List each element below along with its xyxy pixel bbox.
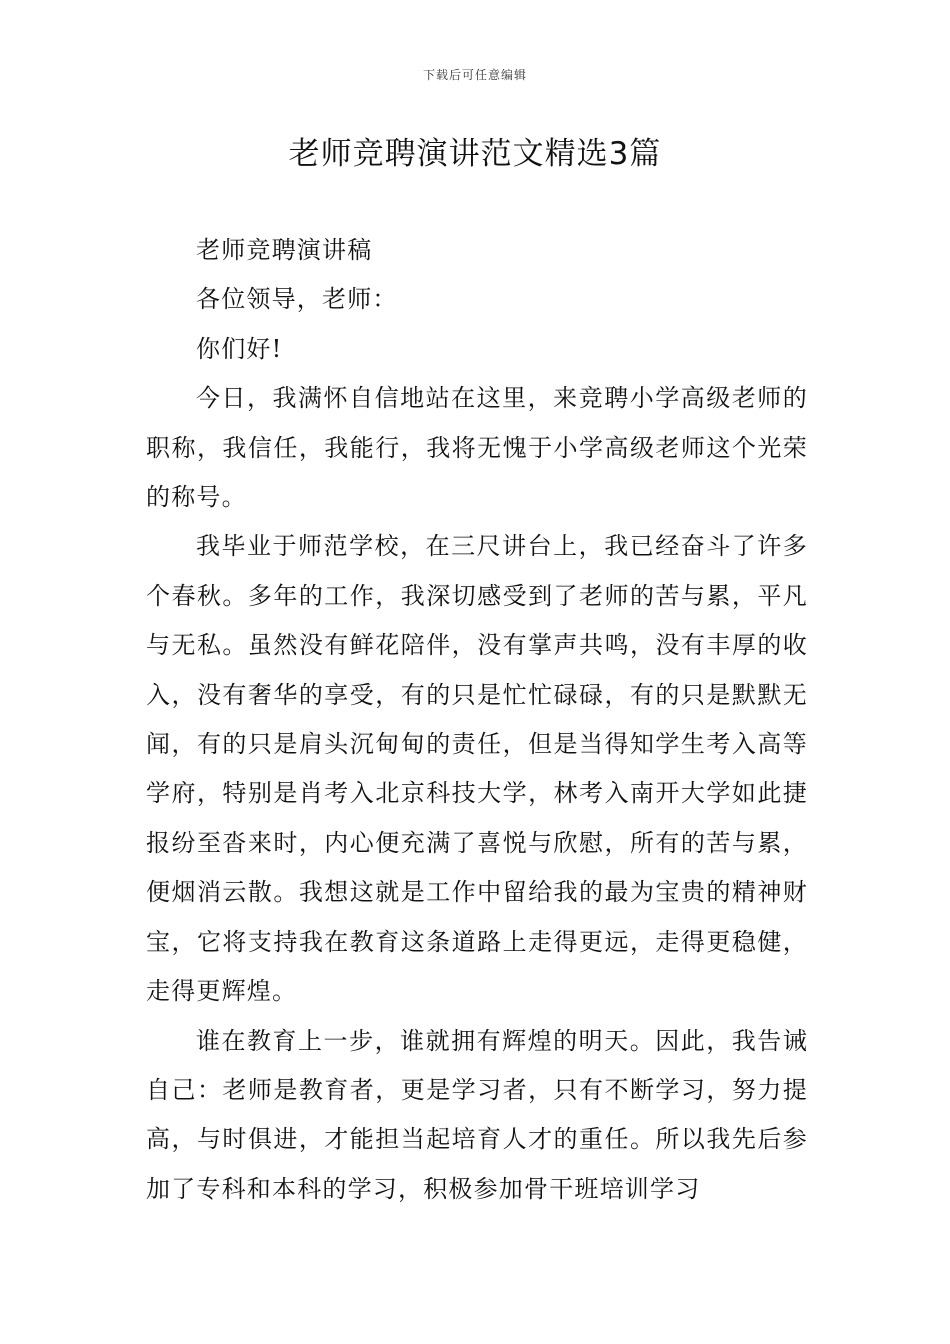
document-title: 老师竞聘演讲范文精选3篇	[288, 136, 662, 172]
header-note: 下载后可任意编辑	[422, 68, 527, 82]
paragraph: 各位领导，老师：	[196, 285, 398, 314]
paragraph: 今日，我满怀自信地站在这里，来竞聘小学高级老师的职称，我信任，我能行，我将无愧于小学高级老师这个光荣的称号。	[146, 384, 808, 512]
paragraph: 老师竞聘演讲稿	[196, 236, 373, 264]
paragraph: 你们好!	[196, 334, 283, 363]
paragraph: 谁在教育上一步，谁就拥有辉煌的明天。因此，我告诫自己：老师是教育者，更是学习者，只有不断学习，努力提高，与时俱进，才能担当起培育人才的重任。所以我先后参加了专科和本科的学习，积极参加骨干班培训学习	[146, 1026, 808, 1203]
paragraph: 我毕业于师范学校，在三尺讲台上，我已经奋斗了许多个春秋。多年的工作，我深切感受到了老师的苦与累，平凡与无私。虽然没有鲜花陪伴，没有掌声共鸣，没有丰厚的收入，没有奢华的享受，有的只是忙忙碌碌，有的只是默默无闻，有的只是肩头沉甸甸的责任，但是当得知学生考入高等学府，特别是肖考入北京科技大学，林考入南开大学如此捷报纷至沓来时，内心便充满了喜悦与欣慰，所有的苦与累，便烟消云散。我想这就是工作中留给我的最为宝贵的精神财宝，它将支持我在教育这条道路上走得更远，走得更稳健，走得更辉煌。	[146, 532, 808, 1006]
document-body	[146, 226, 808, 1214]
